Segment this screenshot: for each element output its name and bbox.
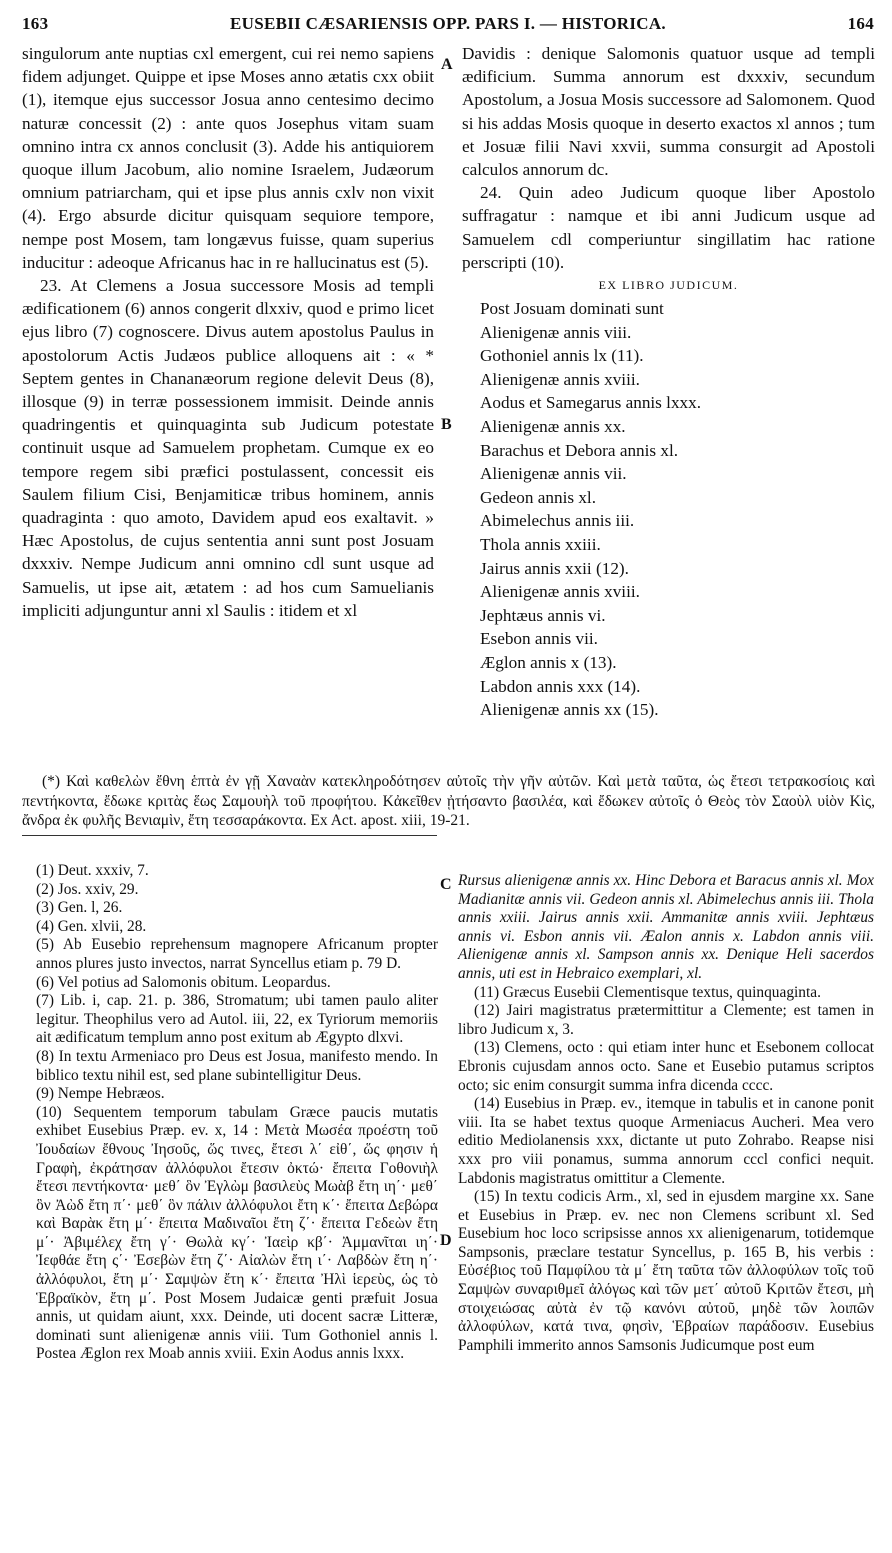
list-item: Alienigenæ annis xx. (480, 417, 626, 436)
notes-right-column (458, 872, 874, 1355)
page-number-right: 164 (847, 14, 874, 33)
list-item: Post Josuam dominati sunt (480, 299, 664, 319)
left-paragraph-1: singulorum ante nuptias cxl emergent, cui rei nemo sapiens fidem adjunget. Quippe et ipse Moses anno ætatis cxx obiit (1), itemque ejus successor Josua anno centesimo decimo naturæ concessit (2) : ante quos Josephus vitam suam omnino intra cx annos conclusit (3). Adde his antiquiorem quoque illum Jacobum, alio nomine Israelem, Judæorum omnium patriarcham, qui et ipse plus annis cxlv non vixit (4). Ergo absurde dicitur quisquam sequiore tempore, nempe post Mosem, tam longævus fuisse, quam superius inducitur : adeoque Africanus hac in re hallucinatus est (5). (22, 44, 434, 272)
right-paragraph-2: 24. Quin adeo Judicum quoque liber Apostolo suffragatur : namque et ibi anni Judicum usque ad Samuelem cdl comperiuntur singillatim hac ratione perscripti (10). (462, 183, 875, 272)
list-item: Abimelechus annis iii. (480, 511, 635, 531)
list-item: Jairus annis xxii (12). (480, 558, 629, 578)
list-item: Alienigenæ annis xviii. (480, 582, 640, 602)
list-item: Labdon annis xxx (14). (480, 676, 641, 696)
margin-letter-b: B (441, 416, 452, 433)
footnote: (8) In textu Armeniaco pro Deus est Josua, manifesto mendo. In biblico textu nihil est, sed plane subintelligitur Deus. (36, 1047, 438, 1084)
list-item: Alienigenæ annis viii. (480, 322, 632, 342)
margin-letter-d: D (440, 1232, 452, 1249)
right-paragraph-1: Davidis : denique Salomonis quatuor usque ad templi ædificium. Summa annorum est dxxxiv, secundum Apostolum, a Josua Mosis successore ad Salomonem. Quod si his addas Mosis quoque in deserto exactos xl annos ; tum et Josuæ filii Navi xxvii, summa consurgit ad Apostoli calculos annorum dc. (462, 44, 875, 180)
judges-list (462, 297, 875, 722)
left-paragraph-2: 23. At Clemens a Josua successore Mosis ad templi ædificationem (6) annos congerit dlxxiv, quod e primo licet ejus libro (7) cognoscere. Divus autem apostolus Paulus in apostolorum Actis Judæos publice alloquens ait : « * Septem gentes in Chananæorum regione delevit Deus (8), illosque (9) in terræ possessionem immisit. Deinde annis quadringentis et quinquaginta sub Judicum potestate continuit usque ad Samuelem prophetam. Cumque ex eo tempore regem sibi præfici postulassent, concessit eis Saulem filium Cisi, Benjamiticæ tribus hominem, annis quadraginta : quo amoto, Davidem apud eos exaltavit. » Hæc Apostolus, de cujus sententia anni sunt post Josuam dxxxiv. Nempe Judicum anni omnino cdl sunt usque ad Samuelis, ut ipse ait, ætatem : ad hos cum Samuelianis impliciti adjunguntur anni xl Saulis : itidem et xl (22, 276, 434, 620)
notes-divider (22, 835, 437, 836)
list-item: Alienigenæ annis xx (15). (480, 700, 659, 720)
list-item: Gothoniel annis lx (11). (480, 346, 644, 366)
list-item: Jephtæus annis vi. (480, 605, 606, 625)
greek-quotation (22, 772, 875, 831)
list-item: Alienigenæ annis vii. (480, 464, 627, 484)
footnote: (5) Ab Eusebio reprehensum magnopere Africanum propter annos plures justo invectos, narrat Syncellus etiam p. 79 D. (36, 936, 438, 972)
footnote: (6) Vel potius ad Salomonis obitum. Leopardus. (36, 973, 331, 991)
list-item: Barachus et Debora annis xl. (480, 440, 679, 460)
footnote: (15) In textu codicis Arm., xl, sed in ejusdem margine xx. Sane et Eusebius in Præp. ev. nec non Clemens scribunt xl. Sed Eusebium hoc loco scripsisse annos xx alienigenarum, totidemque Sampsonis, præclare testatur Syncellus, p. 165 B, his verbis : Εὐσέβιος τοῦ Παμφίλου τὰ μ΄ ἔτη ταῦτα τῶν ἀλλοφύλων τοῖς τοῦ Σαμψὼν συναριθμεῖ ἀλόγως καὶ τῶν μετ΄ αὐτοῦ Κριτῶν ἔτεσι, μὴ στοιχειώσας αὐτὰ ἐν τῷ κανόνι αὐτοῦ, μηδὲ τῶν λοιπῶν ἀλλοφύλων, κατά τινα, φησὶν, Ἑβραίων παράδοσιν. Eusebius Pamphili immerito annos Samsonis Judicumque post eum (458, 1188, 874, 1354)
judges-list-title: EX LIBRO JUDICUM. (598, 278, 739, 293)
left-column (22, 42, 434, 622)
footnote: (4) Gen. xlvii, 28. (36, 917, 147, 935)
footnote: (14) Eusebius in Præp. ev., itemque in tabulis et in canone ponit viii. Ita se habet textus quoque Armeniacus Aucheri. Mea vero editio Mediolanensis xxx, dictante ut puto Zohrabo. Reapse nisi xxx pro viii ponamus, summa annorum cccl confici nequit. Labdonis magistratus omittitur a Clemente. (458, 1095, 874, 1187)
list-item: Æglon annis x (13). (480, 652, 617, 672)
right-column (462, 42, 875, 722)
list-item: Thola annis xxiii. (480, 534, 601, 554)
footnote: (1) Deut. xxxiv, 7. (36, 862, 149, 879)
footnote: (3) Gen. l, 26. (36, 899, 123, 917)
footnote: (12) Jairi magistratus prætermittitur a Clemente; est tamen in libro Judicum x, 3. (458, 1002, 874, 1038)
footnote: (9) Nempe Hebræos. (36, 1085, 165, 1103)
list-item: Gedeon annis xl. (480, 487, 596, 507)
footnote: (13) Clemens, octo : qui etiam inter hunc et Esebonem collocat Ebronis cujusdam annos octo. Sane et Eusebio putamus scriptos octo; sic enim consurgit summa infra dicenda cccc. (458, 1039, 874, 1094)
footnote: (7) Lib. i, cap. 21. p. 386, Stromatum; ubi tamen paulo aliter legitur. Theophilus vero ad Autol. iii, 22, ex Tyriorum memoriis ait ædificatum templum anno post exitum ab Ægypto dlxvi. (36, 992, 438, 1047)
running-title: EUSEBII CÆSARIENSIS OPP. PARS I. — HISTORICA. (230, 14, 666, 33)
footnote: (2) Jos. xxiv, 29. (36, 880, 139, 898)
footnote: (11) Græcus Eusebii Clementisque textus, quinquaginta. (474, 983, 821, 1001)
footnote: (10) Sequentem temporum tabulam Græce paucis mutatis exhibet Eusebius Præp. ev. x, 14 : Μετὰ Μωσέα προέστη τοῦ Ἰουδαίων ἔθνους Ἰησοῦς, ὥς τινες, ἔτεσι λ΄ εἰθ΄, ὥς φησιν ἡ Γραφὴ, ἐκράτησαν ἀλλόφυλοι ἔτεσιν ὀκτώ· ἔπειτα Γοθονιὴλ ἔτεσι πεντήκοντα· μεθ΄ ὃν Ἐγλὼμ βασιλεὺς Μωὰβ ἔτη ιη΄· μεθ΄ ὃν Ἀὼδ ἔτη π΄· μεθ΄ ὃν πάλιν ἀλλόφυλοι ἔτη κ΄· ἔπειτα Δεβώρα καὶ Βαρὰκ ἔτη μ΄· ἔπειτα Μαδιναῖοι ἔτη ζ΄· ἔπειτα Γεδεὼν ἔτη μ΄· Ἀβιμέλεχ ἔτη γ΄· Θωλὰ κγ΄· Ἰαεὶρ κβ΄· Ἀμμανῖται ιη΄· Ἰεφθάε ἔτη ς΄· Ἐσεβὼν ἔτη ζ΄· Αἰαλὼν ἔτη ι΄· Λαβδὼν ἔτη η΄· ἀλλόφυλοι, ἔτη μ΄· Σαμψὼν ἔτη κ΄· ἔπειτα Ἠλὶ ἱερεὺς, ὡς τὸ Ἑβραϊκὸν, ἔτη μ΄. Post Mosem Judaicæ genti præfuit Josua annis, ut quidam aiunt, xxx. Deinde, uti docent sacræ Litteræ, dominati sunt alienigenæ annis viii. Tum Gothoniel annis l. Postea Æglon rex Moab annis xviii. Exin Aodus annis lxxx. (36, 1103, 438, 1363)
notes-left-column (36, 862, 438, 1364)
running-header (22, 14, 874, 38)
list-item: Alienigenæ annis xviii. (480, 369, 640, 389)
greek-quotation-text: (*) Καὶ καθελὼν ἔθνη ἑπτὰ ἐν γῇ Χαναὰν κατεκληροδότησεν αὐτοῖς τὴν γῆν αὐτῶν. Καὶ μετὰ ταῦτα, ὡς ἔτεσι τετρακοσίοις καὶ πεντήκοντα, ἔδωκε κριτὰς ἕως Σαμουὴλ τοῦ προφήτου. Κἀκεῖθεν ᾐτήσαντο βασιλέα, καὶ ἔδωκεν αὐτοῖς ὁ Θεὸς τὸν Σαοὺλ υἱὸν Κὶς, ἄνδρα ἐκ φυλῆς Βενιαμὶν, ἔτη τεσσαράκοντα. Ex Act. apost. xiii, 19-21. (22, 773, 875, 829)
page-number-left: 163 (22, 14, 49, 33)
margin-letter-a: A (441, 56, 453, 73)
list-item: Esebon annis vii. (480, 629, 598, 649)
footnote-continuation: Rursus alienigenæ annis xx. Hinc Debora et Baracus annis xl. Mox Madianitæ annis vii. Gedeon annis xl. Abimelechus annis iii. Thola annis xxiii. Jairus annis xxii. Ammanitæ annis xviii. Jephtæus annis vi. Esbon annis vii. Æalon annis x. Labdon annis viii. Alienigenæ annis xl. Sampson annis xx. Denique Heli sacerdos annis, uti est in Hebraico exemplari, xl. (458, 872, 874, 982)
margin-letter-c: C (440, 876, 452, 893)
list-item: Aodus et Samegarus annis lxxx. (480, 393, 702, 413)
